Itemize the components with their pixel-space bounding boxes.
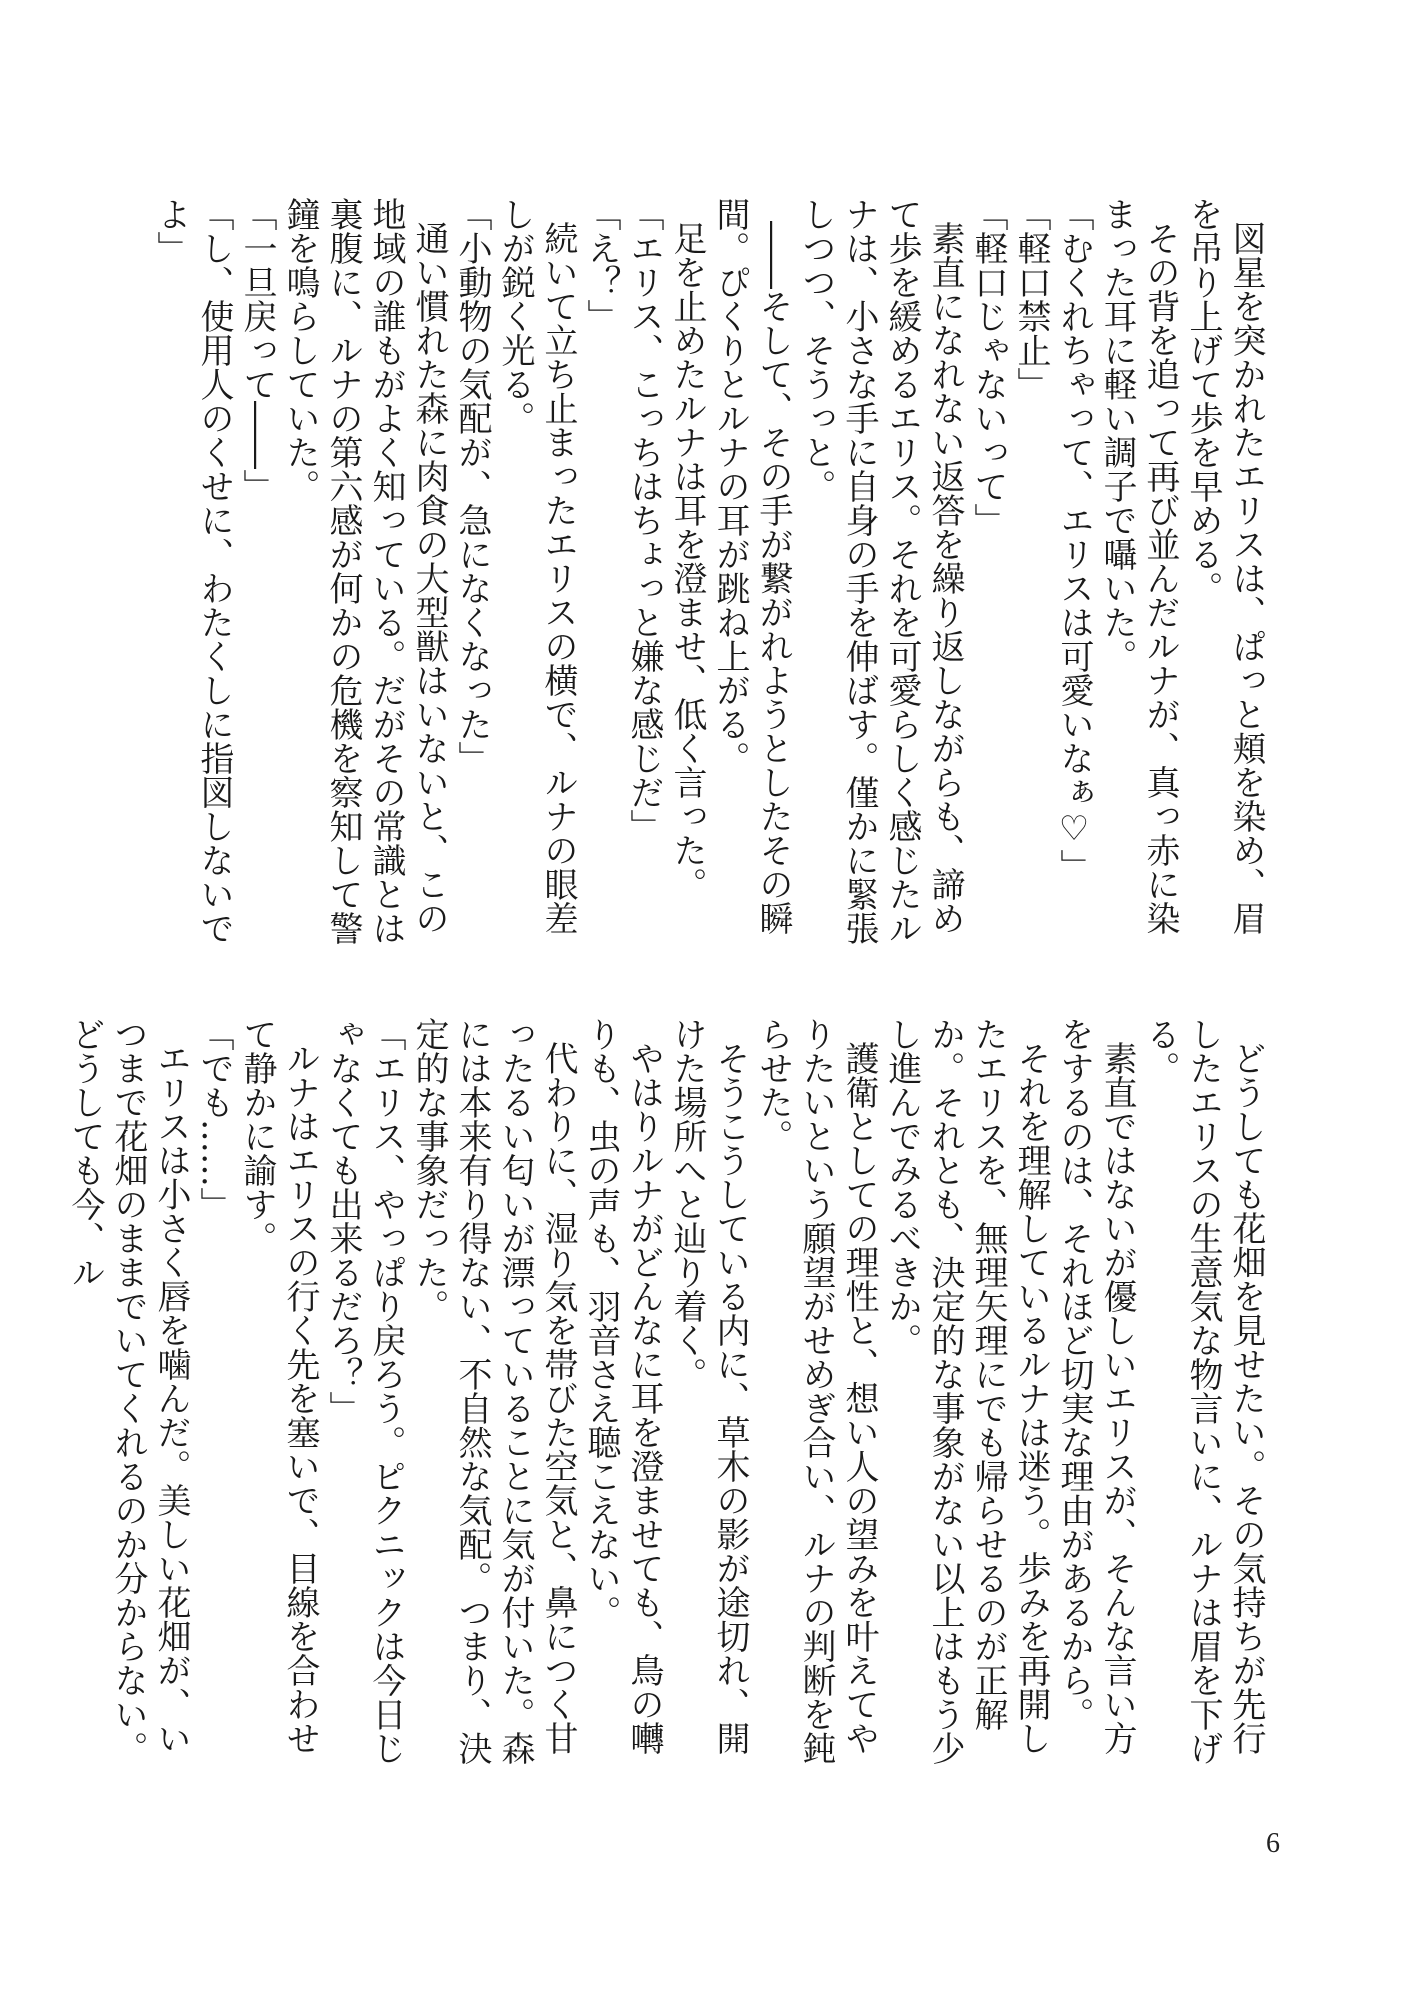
paragraph: どうしても花畑を見せたい。その気持ちが先行したエリスの生意気な物言いに、ルナは眉を下げる。 (1140, 1017, 1266, 1765)
page-number: 6 (1266, 1828, 1280, 1859)
dialogue-line: 「軽口じゃないって」 (968, 197, 1008, 537)
paragraph: 足を止めたルナは耳を澄ませ、低く言った。 (667, 220, 707, 901)
paragraph: ――そして、その手が繋がれようとしたその瞬間。ぴくりとルナの耳が跳ね上がる。 (710, 197, 793, 935)
paragraph: その背を追って再び並んだルナが、真っ赤に染まった耳に軽い調子で囁いた。 (1097, 197, 1180, 935)
paragraph: 素直ではないが優しいエリスが、そんな言い方をするのは、それほど切実な理由があるから。 (1054, 1017, 1137, 1755)
dialogue-line: 「エリス、こっちはちょっと嫌な感じだ」 (624, 197, 664, 843)
dialogue-line: 「むくれちゃって、エリスは可愛いなぁ♡」 (1054, 197, 1094, 883)
paragraph: それを理解しているルナは迷う。歩みを再開したエリスを、無理矢理にでも帰らせるのが正解か。それとも、決定的な事象がない以上はもう少し進んでみるべきか。 (882, 1017, 1051, 1765)
paragraph: 護衛としての理性と、想い人の望みを叶えてやりたいという願望がせめぎ合い、ルナの判断を鈍らせた。 (753, 1017, 879, 1765)
dialogue-line: 「軽口禁止」 (1011, 197, 1051, 401)
dialogue-line: 「一旦戻って――」 (237, 197, 277, 503)
dialogue-line: 「し、使用人のくせに、わたくしに指図しないでよ」 (151, 197, 234, 945)
paragraph: 素直になれない返答を繰り返しながらも、諦めて歩を緩めるエリス。それを可愛らしく感じたルナは、小さな手に自身の手を伸ばす。僅かに緊張しつつ、そうっと。 (796, 197, 965, 945)
paragraph: 代わりに、湿り気を帯びた空気と、鼻につく甘ったるい匂いが漂っていることに気が付いた。森には本来有り得ない、不自然な気配。つまり、決定的な事象だった。 (409, 1017, 578, 1765)
dialogue-line: 「え？」 (581, 197, 621, 333)
paragraph: エリスは小さく唇を噛んだ。美しい花畑が、いつまで花畑のままでいてくれるのか分からない。どうしても今、ル (65, 1017, 191, 1765)
text-section-bottom (67, 1017, 1267, 1787)
dialogue-line: 「エリス、やっぱり戻ろう。ピクニックは今日じゃなくても出来るだろ？」 (323, 1017, 406, 1765)
paragraph: ルナはエリスの行く先を塞いで、目線を合わせて静かに諭す。 (237, 1017, 320, 1755)
dialogue-line: 「小動物の気配が、急になくなった」 (452, 197, 492, 775)
dialogue-line: 「でも……」 (194, 1017, 234, 1221)
paragraph: 通い慣れた森に肉食の大型獣はいないと、この地域の誰もがよく知っている。だがその常識とは裏腹に、ルナの第六感が何かの危機を察知して警鐘を鳴らしていた。 (280, 197, 449, 945)
paragraph: 続いて立ち止まったエリスの横で、ルナの眼差しが鋭く光る。 (495, 197, 578, 935)
paragraph: そうこうしている内に、草木の影が途切れ、開けた場所へと辿り着く。 (667, 1017, 750, 1755)
paragraph: 図星を突かれたエリスは、ぱっと頬を染め、眉を吊り上げて歩を早める。 (1183, 197, 1266, 935)
paragraph: やはりルナがどんなに耳を澄ませても、鳥の囀りも、虫の声も、羽音さえ聴こえない。 (581, 1017, 664, 1755)
text-section-top (67, 197, 1267, 967)
